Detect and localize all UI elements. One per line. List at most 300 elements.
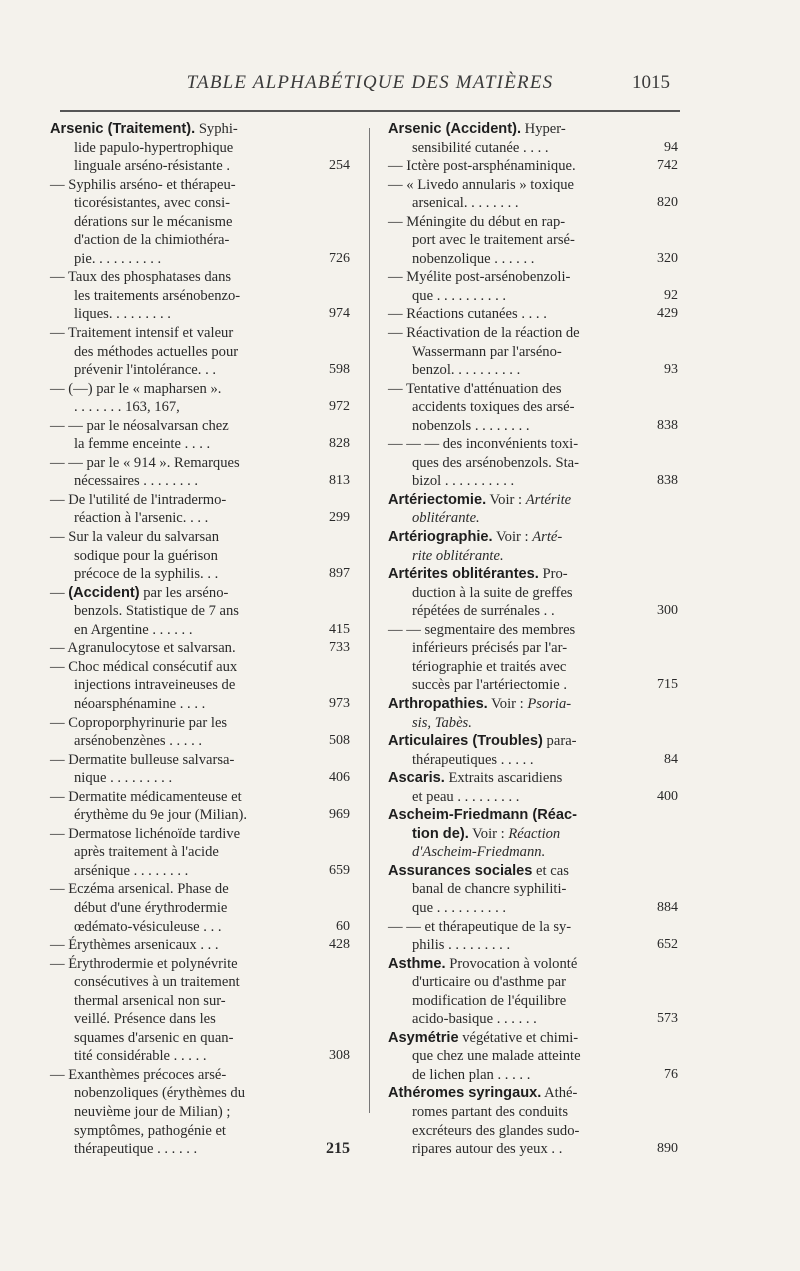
page-reference: 897 — [329, 566, 350, 582]
entry-line — [388, 139, 678, 158]
page-reference: 415 — [329, 621, 350, 637]
entry-line — [388, 1084, 678, 1103]
entry-line — [388, 1047, 678, 1066]
entry-line — [388, 918, 678, 937]
page-reference: 974 — [329, 306, 350, 322]
entry-text: réaction à l'arsenic. . . . — [74, 510, 209, 527]
entry-heading: Arthropathies. — [388, 695, 488, 712]
entry-text: bizol . . . . . . . . . . — [412, 473, 515, 490]
page-reference: 93 — [664, 362, 678, 378]
entry-text: en Argentine . . . . . . — [74, 621, 193, 638]
index-entry — [50, 1066, 350, 1159]
page-header — [60, 72, 680, 102]
entry-line — [50, 769, 350, 788]
entry-line — [50, 955, 350, 974]
entry-text: de lichen plan . . . . . — [412, 1066, 531, 1083]
entry-text: succès par l'artériectomie . — [412, 677, 567, 694]
index-entry — [388, 380, 678, 436]
entry-line — [50, 305, 350, 324]
index-entry — [50, 454, 350, 491]
entry-text: ticorésistantes, avec consi- — [74, 195, 231, 212]
index-entry — [50, 584, 350, 640]
index-entry — [50, 658, 350, 714]
entry-text: Voir : — [468, 825, 509, 842]
entry-line — [388, 1066, 678, 1085]
page-reference: 659 — [329, 862, 350, 878]
index-entry — [388, 324, 678, 380]
entry-text: les traitements arsénobenzo- — [74, 287, 241, 304]
entry-text: . . . . . . . 163, 167, — [74, 399, 180, 416]
entry-line — [50, 584, 350, 603]
entry-line — [50, 231, 350, 250]
entry-line — [388, 973, 678, 992]
right-column — [388, 120, 678, 1159]
entry-text: Syphi- — [195, 121, 238, 137]
entry-text: nobenzols . . . . . . . . — [412, 417, 530, 434]
entry-line — [388, 491, 678, 510]
entry-text: prévenir l'intolérance. . . — [74, 362, 217, 379]
entry-text: Athé- — [541, 1085, 578, 1102]
entry-text: — Agranulocytose et salvarsan. — [50, 640, 236, 657]
entry-text: — Choc médical consécutif aux — [50, 658, 238, 675]
column-divider — [369, 128, 370, 1113]
page-reference: 742 — [657, 158, 678, 174]
index-entry — [388, 1029, 678, 1085]
index-entry — [50, 825, 350, 881]
page-reference: 884 — [657, 899, 678, 915]
index-entry — [50, 788, 350, 825]
entry-line — [388, 936, 678, 955]
entry-line — [50, 843, 350, 862]
entry-text: nobenzoliques (érythèmes du — [74, 1085, 246, 1102]
entry-line — [50, 621, 350, 640]
entry-line — [388, 880, 678, 899]
page-reference: 94 — [664, 139, 678, 155]
index-entry — [50, 176, 350, 269]
entry-line — [388, 899, 678, 918]
entry-text: — Eczéma arsenical. Phase de — [50, 881, 229, 898]
entry-text: veillé. Présence dans les — [74, 1011, 216, 1028]
entry-line — [50, 1029, 350, 1048]
page-reference: 838 — [657, 473, 678, 489]
entry-line — [388, 250, 678, 269]
entry-line — [50, 213, 350, 232]
entry-text: — Dermatose lichénoïde tardive — [50, 825, 241, 842]
entry-line — [50, 899, 350, 918]
entry-line — [50, 1103, 350, 1122]
entry-line — [50, 491, 350, 510]
entry-text: — Ictère post-arsphénaminique. — [388, 158, 576, 175]
entry-line — [50, 417, 350, 436]
entry-line — [388, 268, 678, 287]
entry-line — [50, 454, 350, 473]
entry-line — [50, 658, 350, 677]
entry-text: — — par le néosalvarsan chez — [50, 417, 229, 434]
entry-line — [50, 788, 350, 807]
page-reference: 254 — [329, 158, 350, 174]
page-reference: 972 — [329, 399, 350, 415]
entry-text: linguale arséno-résistante . — [74, 158, 231, 175]
entry-line — [50, 602, 350, 621]
entry-line — [388, 120, 678, 139]
entry-line — [388, 380, 678, 399]
entry-line — [388, 509, 678, 528]
index-entry — [50, 324, 350, 380]
entry-line — [50, 287, 350, 306]
index-entry — [388, 157, 678, 176]
index-entry — [388, 491, 678, 528]
entry-line — [50, 695, 350, 714]
index-entry — [50, 936, 350, 955]
entry-text: répétées de surrénales . . — [412, 603, 555, 620]
page-reference: 652 — [657, 937, 678, 953]
page-reference: 84 — [664, 751, 678, 767]
entry-text: Extraits ascaridiens — [444, 770, 563, 787]
page-reference: 299 — [329, 510, 350, 526]
entry-heading: Athéromes syringaux. — [388, 1085, 542, 1102]
index-entry — [388, 528, 678, 565]
entry-heading: Articulaires (Troubles) — [388, 733, 543, 750]
entry-text: sis, Tabès. — [412, 714, 472, 731]
entry-text: ripares autour des yeux . . — [412, 1141, 563, 1158]
entry-text: — Dermatite bulleuse salvarsa- — [50, 751, 235, 768]
index-entry — [388, 120, 678, 157]
page-reference: 92 — [664, 287, 678, 303]
entry-text: — — et thérapeutique de la sy- — [388, 918, 572, 935]
index-entry — [388, 268, 678, 305]
entry-line — [50, 936, 350, 955]
index-entry — [50, 120, 350, 176]
index-entry — [388, 769, 678, 806]
entry-text: Réaction — [508, 825, 561, 842]
entry-line — [50, 732, 350, 751]
entry-line — [388, 1140, 678, 1159]
entry-line — [50, 565, 350, 584]
entry-text: inférieurs précisés par l'ar- — [412, 640, 568, 657]
entry-text: — Myélite post-arsénobenzoli- — [388, 269, 571, 286]
page-reference: 406 — [329, 770, 350, 786]
page-reference: 428 — [329, 937, 350, 953]
index-entry — [50, 751, 350, 788]
entry-heading: Artérites oblitérantes. — [388, 566, 539, 583]
entry-line — [50, 509, 350, 528]
entry-line — [388, 565, 678, 584]
entry-line — [388, 695, 678, 714]
entry-text: — — segmentaire des membres — [388, 621, 576, 638]
entry-text: — Taux des phosphatases dans — [50, 269, 232, 286]
entry-line — [50, 139, 350, 158]
entry-heading: Artériectomie. — [388, 491, 487, 508]
entry-text: — Réactivation de la réaction de — [388, 325, 580, 342]
entry-heading: Arsenic (Traitement). — [50, 121, 196, 137]
entry-text: érythème du 9e jour (Milian). — [74, 807, 248, 824]
index-entry — [388, 806, 678, 862]
entry-text: acido-basique . . . . . . — [412, 1011, 537, 1028]
entry-text: thérapeutique . . . . . . — [74, 1141, 198, 1158]
entry-line — [388, 417, 678, 436]
entry-text: Artérite — [525, 491, 572, 508]
index-entry — [50, 380, 350, 417]
page-reference: 838 — [657, 417, 678, 433]
header-rule — [60, 110, 680, 112]
entry-text: romes partant des conduits — [412, 1103, 569, 1120]
entry-text: Voir : — [487, 695, 528, 712]
index-entry — [388, 621, 678, 695]
entry-text: dérations sur le mécanisme — [74, 213, 233, 230]
page-reference: 215 — [326, 1140, 350, 1158]
entry-text: sodique pour la guérison — [74, 547, 218, 564]
entry-heading: Asthme. — [388, 955, 446, 972]
entry-line — [388, 769, 678, 788]
entry-line — [50, 918, 350, 937]
index-entry — [388, 862, 678, 918]
entry-line — [388, 751, 678, 770]
page-reference: 726 — [329, 250, 350, 266]
entry-line — [388, 1010, 678, 1029]
entry-line — [50, 973, 350, 992]
entry-text: — (—) par le « mapharsen ». — [50, 380, 222, 397]
index-entry — [388, 565, 678, 621]
entry-text: port avec le traitement arsé- — [412, 232, 575, 249]
entry-text: tité considérable . . . . . — [74, 1048, 207, 1065]
entry-text: que chez une malade atteinte — [412, 1048, 581, 1065]
entry-heading: Ascaris. — [388, 770, 445, 787]
entry-text: ques des arsénobenzols. Sta- — [412, 454, 579, 471]
entry-text: précoce de la syphilis. . . — [74, 566, 219, 583]
entry-line — [50, 751, 350, 770]
page-reference: 715 — [657, 677, 678, 693]
entry-line — [50, 380, 350, 399]
entry-line — [50, 361, 350, 380]
entry-line — [388, 955, 678, 974]
entry-line — [388, 287, 678, 306]
entry-heading: Asymétrie — [388, 1029, 459, 1046]
entry-line — [50, 1047, 350, 1066]
entry-text: arsénique . . . . . . . . — [74, 862, 189, 879]
entry-text: — Syphilis arséno- et thérapeu- — [50, 176, 236, 193]
entry-line — [50, 120, 350, 139]
entry-line — [388, 454, 678, 473]
page-reference: 400 — [657, 788, 678, 804]
entry-text: philis . . . . . . . . . — [412, 937, 511, 954]
entry-line — [388, 825, 678, 844]
entry-line — [50, 472, 350, 491]
entry-text: Wassermann par l'arséno- — [412, 343, 562, 360]
page-reference: 733 — [329, 640, 350, 656]
index-entry — [388, 732, 678, 769]
left-column — [50, 120, 350, 1159]
entry-text: modification de l'équilibre — [412, 992, 567, 1009]
index-entry — [50, 528, 350, 584]
entry-line — [50, 825, 350, 844]
entry-line — [388, 194, 678, 213]
entry-line — [388, 676, 678, 695]
entry-text: Voir : — [492, 529, 533, 546]
entry-text: Hyper- — [521, 121, 566, 137]
page-reference: 429 — [657, 306, 678, 322]
entry-text: para- — [542, 733, 577, 750]
entry-line — [50, 1084, 350, 1103]
index-entry — [50, 955, 350, 1066]
entry-line — [50, 547, 350, 566]
entry-line — [50, 268, 350, 287]
entry-text: et cas — [532, 862, 569, 879]
entry-line — [50, 676, 350, 695]
page-reference: 598 — [329, 362, 350, 378]
entry-text: — Exanthèmes précoces arsé- — [50, 1066, 227, 1083]
index-entry — [50, 639, 350, 658]
entry-heading: Ascheim-Friedmann (Réac- — [388, 807, 577, 824]
entry-line — [50, 194, 350, 213]
page-reference: 76 — [664, 1066, 678, 1082]
entry-text: oblitérante. — [412, 510, 480, 527]
entry-line — [50, 1122, 350, 1141]
index-entry — [50, 714, 350, 751]
entry-line — [388, 1103, 678, 1122]
index-entry — [50, 417, 350, 454]
entry-text: œdémato-vésiculeuse . . . — [74, 918, 222, 935]
entry-text: début d'une érythrodermie — [74, 899, 228, 916]
entry-line — [388, 324, 678, 343]
entry-text: — Coproporphyrinurie par les — [50, 714, 228, 731]
entry-text: benzol. . . . . . . . . . — [412, 362, 521, 379]
entry-line — [50, 1010, 350, 1029]
entry-line — [50, 1140, 350, 1159]
entry-line — [388, 862, 678, 881]
entry-line — [388, 343, 678, 362]
entry-text: thérapeutiques . . . . . — [412, 751, 534, 768]
entry-line — [388, 547, 678, 566]
entry-text: Voir : — [486, 491, 526, 508]
entry-heading: tion de). — [412, 825, 469, 842]
index-entry — [388, 695, 678, 732]
entry-text: — — par le « 914 ». Remarques — [50, 454, 240, 471]
entry-line — [388, 602, 678, 621]
page-reference: 300 — [657, 603, 678, 619]
entry-text: Pro- — [538, 566, 568, 583]
entry-text: banal de chancre syphiliti- — [412, 881, 567, 898]
entry-line — [50, 639, 350, 658]
entry-line — [50, 343, 350, 362]
entry-text: que . . . . . . . . . . — [412, 287, 507, 304]
index-entry — [388, 918, 678, 955]
entry-line — [388, 843, 678, 862]
entry-text: — « Livedo annularis » toxique — [388, 176, 575, 193]
index-entry — [50, 268, 350, 324]
entry-line — [388, 788, 678, 807]
entry-text: nécessaires . . . . . . . . — [74, 473, 199, 490]
entry-text: liques. . . . . . . . . — [74, 306, 171, 323]
page-reference: 308 — [329, 1048, 350, 1064]
index-entry — [388, 305, 678, 324]
entry-text: arsenical. . . . . . . . — [412, 195, 519, 212]
index-entry — [50, 491, 350, 528]
entry-text: neuvième jour de Milian) ; — [74, 1103, 231, 1120]
index-entry — [388, 435, 678, 491]
entry-line — [388, 213, 678, 232]
entry-heading: Assurances sociales — [388, 862, 533, 879]
entry-line — [50, 324, 350, 343]
entry-text: consécutives à un traitement — [74, 974, 240, 991]
entry-text: Psoria- — [527, 695, 572, 712]
entry-line — [388, 732, 678, 751]
page-reference: 60 — [336, 918, 350, 934]
entry-text: — — — des inconvénients toxi- — [388, 436, 579, 453]
entry-line — [388, 361, 678, 380]
entry-line — [50, 157, 350, 176]
entry-text: symptômes, pathogénie et — [74, 1122, 226, 1139]
entry-line — [388, 1122, 678, 1141]
entry-text: excréteurs des glandes sudo- — [412, 1122, 580, 1139]
entry-text: — Réactions cutanées . . . . — [388, 306, 547, 323]
entry-text: d'action de la chimiothéra- — [74, 232, 230, 249]
index-entry — [388, 213, 678, 269]
entry-line — [388, 398, 678, 417]
page-reference: 969 — [329, 807, 350, 823]
entry-line — [388, 1029, 678, 1048]
entry-text: duction à la suite de greffes — [412, 584, 573, 601]
entry-text: par les arséno- — [139, 584, 229, 601]
entry-text: tériographie et traités avec — [412, 658, 567, 675]
entry-line — [50, 992, 350, 1011]
entry-text: que . . . . . . . . . . — [412, 899, 507, 916]
entry-text: Arté- — [532, 529, 563, 546]
entry-line — [50, 806, 350, 825]
entry-text: et peau . . . . . . . . . — [412, 788, 520, 805]
entry-line — [50, 862, 350, 881]
entry-text: — De l'utilité de l'intradermo- — [50, 491, 227, 508]
index-entry — [50, 880, 350, 936]
entry-text: d'Ascheim-Friedmann. — [412, 844, 546, 861]
entry-line — [50, 1066, 350, 1085]
entry-text: — Sur la valeur du salvarsan — [50, 529, 219, 546]
entry-line — [388, 472, 678, 491]
entry-line — [388, 176, 678, 195]
entry-text: — Méningite du début en rap- — [388, 213, 566, 230]
page-reference: 320 — [657, 250, 678, 266]
index-entry — [388, 955, 678, 1029]
entry-line — [388, 714, 678, 733]
entry-line — [388, 435, 678, 454]
index-entry — [388, 176, 678, 213]
running-title: TABLE ALPHABÉTIQUE DES MATIÈRES — [186, 72, 554, 93]
entry-text: nique . . . . . . . . . — [74, 770, 173, 787]
entry-line — [388, 992, 678, 1011]
entry-text: — Érythèmes arsenicaux . . . — [50, 937, 219, 954]
page-reference: 813 — [329, 473, 350, 489]
entry-line — [388, 806, 678, 825]
entry-line — [388, 584, 678, 603]
entry-line — [388, 305, 678, 324]
entry-text: des méthodes actuelles pour — [74, 343, 239, 360]
entry-text: pie. . . . . . . . . . — [74, 250, 162, 267]
entry-line — [50, 880, 350, 899]
page-reference: 890 — [657, 1141, 678, 1157]
page-reference: 828 — [329, 436, 350, 452]
entry-text: accidents toxiques des arsé- — [412, 399, 575, 416]
entry-text: néoarsphénamine . . . . — [74, 695, 206, 712]
entry-heading: Arsenic (Accident). — [388, 121, 521, 137]
entry-text: benzols. Statistique de 7 ans — [74, 603, 239, 620]
entry-text: — Traitement intensif et valeur — [50, 325, 234, 342]
entry-text: arsénobenzènes . . . . . — [74, 733, 203, 750]
entry-text: après traitement à l'acide — [74, 844, 219, 861]
page-reference: 508 — [329, 733, 350, 749]
entry-text: d'urticaire ou d'asthme par — [412, 974, 566, 991]
entry-line — [50, 714, 350, 733]
entry-heading: Artériographie. — [388, 529, 493, 546]
entry-line — [50, 176, 350, 195]
